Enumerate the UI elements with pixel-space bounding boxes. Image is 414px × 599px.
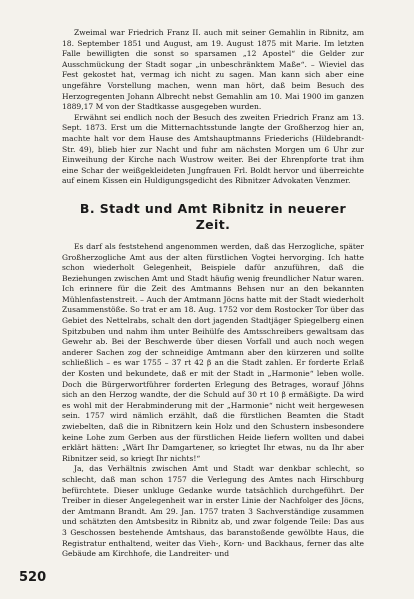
paragraph: Erwähnt sei endlich noch der Besuch des zweiten Friedrich Franz am 13. Sept. 1873. Erst um die Mitternachtsstunde langte der Großherzog hier an, machte halt vor dem Hause des Amtshauptmanns Friederichs (Hildebrandt-Str. 49), blieb hier zur Nacht und fuhr am nächsten Morgen um 6 Uhr zur Einweihung der Kirche nach Wustrow weiter. Bei der Ehrenpforte trat ihm eine Schar der weißgekleideten Jungfrauen Frl. Boldt hervor und überreichte auf einem Kissen ein Huldigungsgedicht des Ribnitzer Advokaten Venzmer. [62,112,364,186]
paragraph: Ja, das Verhältnis zwischen Amt und Stadt war denkbar schlecht, so schlecht, daß man schon 1757 die Verlegung des Amtes nach Hirschburg befürchtete. Dieser unkluge Gedanke wurde tatsächlich durchgeführt. Der Treiber in dieser Angelegenheit war in erster Linie der Nachfolger des Jöcns, der Amtmann Brandt. Am 29. Jan. 1757 traten 3 Sachverständige zusammen und schätzten den Amtsbesitz in Ribnitz ab, und zwar folgende Teile: Das aus 3 Geschossen bestehende Amtshaus, das baranstoßende gewölbte Haus, die Registratur enthaltend, weiter das Vieh-, Korn- und Backhaus, ferner das alte Gebäude am Kirchhofe, die Landreiter- und [62,464,364,559]
page-number: 520 [19,570,47,585]
body-text [62,28,364,560]
paragraph: Zweimal war Friedrich Franz II. auch mit seiner Gemahlin in Ribnitz, am 18. September 1851 und August, am 19. August 1875 mit Marie. Im letzten Falle bewilligten die sonst so sparsamen „12 Apostel“ die Gelder zur Ausschmückung der Stadt sogar „in unbeschränktem Maße“. – Wieviel das Fest gekostet hat, vermag ich nicht zu sagen. Man kann sich aber eine ungefähre Vorstellung machen, wenn man hört, daß beim Besuch des Herzogregenten Johann Albrecht nebst Gemahlin am 10. Mai 1900 im ganzen 1889,17 M von der Stadtkasse ausgegeben wurden. [62,28,364,112]
section-heading: B. Stadt und Amt Ribnitz in neuerer Zeit. [79,200,347,232]
paragraph: Es darf als feststehend angenommen werden, daß das Herzogliche, später Großherzogliche Amt aus der alten fürstlichen Vogtei hervorging. Ich hatte schon wiederholt Gelegenheit, Beispiele dafür anzuführen, daß die Beziehungen zwischen Amt und Stadt häufig wenig freundlicher Natur waren. Ich erinnere für die Zeit des Amtmanns Behsen nur an den bekannten Mühlenfastenstreit. – Auch der Amtmann Jöcns hatte mit der Stadt wiederholt Zusammenstöße. So trat er am 18. Aug. 1752 vor dem Rostocker Tor über das Gebiet des Nettelrabs, schalt den dort jagenden Stadtjäger Spiegelberg einen Spitzbuben und nahm ihm unter Beihülfe des Amtsschreibers gewaltsam das Gewehr ab. Bei der Beschwerde über diesen Vorfall und auch noch wegen anderer Sachen zog der schneidige Amtmann aber den kürzeren und sollte schließlich – es war 1755 – 37 rt 42 β an die Stadt zahlen. Er forderte Erlaß der Kosten und bekundete, daß er mit der Stadt in „Harmonie“ leben wolle. Doch die Bürgerwortführer forderten Erlegung des Betrages, worauf Jöhns sich an den Herzog wandte, der die Schuld auf 30 rt 10 β ermäßigte. Da wird es wohl mit der Herabminderung mit der „Harmonie“ nicht weit hergewesen sein. 1757 wird nämlich erzählt, daß die fürstlichen Beamten die Stadt zwiebelten, daß die in Ribnitzern kein Holz und den Schustern insbesondere keine Lohe zum Gerben aus der fürstlichen Heide liefern wollten und dabei erklärt hätten: „Wärt Ihr Damgartener, so kriegtet Ihr etwas, nu da Ihr aber Ribnitzer seid, so kriegt Ihr nichts!“ [62,241,364,463]
